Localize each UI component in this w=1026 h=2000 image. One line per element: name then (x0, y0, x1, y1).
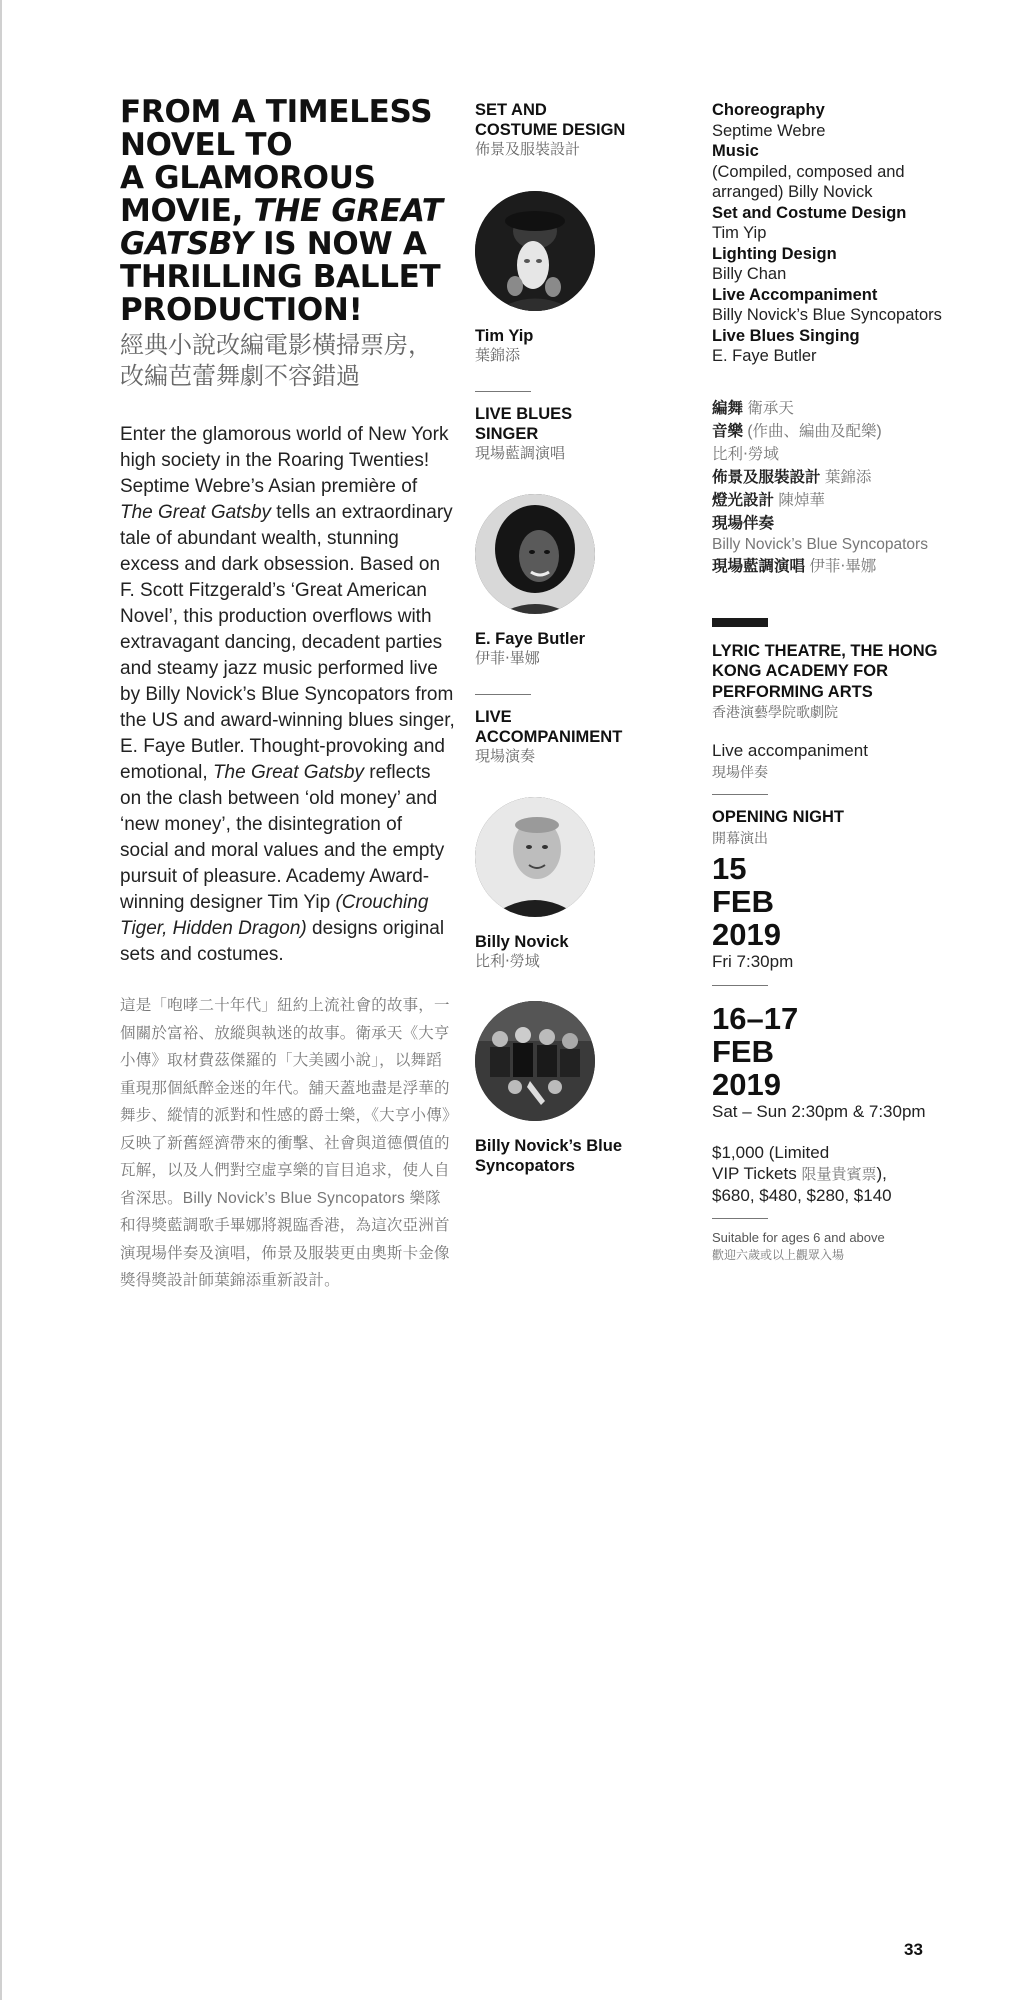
date-time: Fri 7:30pm (712, 951, 794, 971)
venue-name-zh: 香港演藝學院歌劇院 (712, 704, 838, 720)
age-note-zh: 歡迎六歲或以上觀眾入場 (712, 1247, 845, 1262)
tim-yip-photo (475, 191, 595, 311)
divider (475, 694, 531, 695)
headline-chinese (120, 330, 455, 392)
headline-zh-line: 改編芭蕾舞劇不容錯過 (120, 363, 360, 390)
billy-novick-name-zh: 比利‧勞域 (475, 953, 540, 970)
credit-name: Tim Yip (712, 224, 767, 242)
section-title-line: SET AND (475, 101, 547, 119)
headline-line: IS NOW A (252, 226, 427, 262)
date-day: 16–17 (712, 1000, 799, 1036)
section-title-set-design-zh: 佈景及服裝設計 (475, 141, 581, 158)
credit-zh-name: Billy Novick’s Blue Syncopators (712, 535, 928, 553)
credit-name: Billy Novick’s Blue Syncopators (712, 306, 942, 324)
credit-name: (Compiled, composed and arranged) Billy Novick (712, 162, 905, 201)
intro-italic: The Great Gatsby (120, 502, 272, 523)
price-text: ), (876, 1163, 887, 1183)
billy-novick-photo (475, 797, 595, 917)
intro-text: tells an extraordinary tale of abundant wealth, stunning excess and dark obsession. Based on F. Scott Fitzgerald’s ‘Great American Novel’, this production overflows with extravagant dancing, decadent parties and steamy jazz music performed live by Billy Novick’s Blue Syncopators from the US and award-winning blues singer, E. Faye Butler. Thought-provoking and emotional, (120, 502, 455, 783)
billy-novick-name: Billy Novick (475, 933, 569, 951)
credit-zh-role: 燈光設計 (712, 491, 775, 509)
price-text-zh: 限量貴賓票 (801, 1165, 877, 1183)
band-photo (475, 1001, 595, 1121)
headline-line: FROM A TIMELESS (120, 94, 433, 130)
page-number: 33 (904, 1940, 923, 1959)
credit-role: Music (712, 142, 759, 160)
date-year: 2019 (712, 1066, 781, 1102)
section-bar (712, 618, 768, 627)
credit-zh-name: 葉錦添 (820, 468, 872, 486)
headline (120, 96, 455, 327)
price-line: $1,000 (Limited (712, 1142, 830, 1162)
tim-yip-name: Tim Yip (475, 327, 534, 345)
page-edge (0, 0, 2, 2000)
opening-night-label-zh: 開幕演出 (712, 829, 768, 846)
credit-zh-role: 佈景及服裝設計 (712, 468, 821, 486)
credits-list-chinese (712, 397, 942, 578)
credit-zh-role: 音樂 (712, 422, 744, 440)
credit-zh-name: 陳焯華 (774, 491, 825, 509)
info-column (712, 100, 942, 1264)
credit-name: Septime Webre (712, 121, 826, 140)
date-month: FEB (712, 883, 774, 919)
price-line (712, 1163, 942, 1185)
band-name-line: Syncopators (475, 1157, 575, 1175)
headline-line: PRODUCTION! (120, 292, 363, 328)
credit-zh-name: 比利‧勞域 (712, 445, 779, 463)
headline-zh-line: 經典小說改編電影橫掃票房， (120, 332, 432, 359)
age-note: Suitable for ages 6 and above (712, 1229, 885, 1245)
band-name (475, 1136, 655, 1176)
e-faye-butler-photo (475, 494, 595, 614)
credit-role: Lighting Design (712, 244, 837, 263)
date-block-weekend (712, 1002, 942, 1123)
headline-line: NOVEL TO (120, 127, 293, 163)
live-accompaniment-note: Live accompaniment (712, 741, 868, 760)
headline-line: MOVIE, (120, 193, 254, 229)
divider (475, 391, 531, 392)
venue-name: LYRIC THEATRE, THE HONG KONG ACADEMY FOR PERFORMING ARTS (712, 641, 938, 701)
intro-paragraph (120, 422, 455, 968)
e-faye-butler-name: E. Faye Butler (475, 630, 586, 648)
section-title-line: ACCOMPANIMENT (475, 728, 623, 746)
intro-italic: The Great Gatsby (212, 762, 364, 783)
e-faye-butler-name-zh: 伊菲‧畢娜 (475, 650, 540, 667)
credit-zh-role: 現場伴奏 (712, 514, 775, 532)
divider (712, 1218, 768, 1219)
opening-night-label: OPENING NIGHT (712, 808, 845, 826)
credit-role: Live Blues Singing (712, 326, 860, 345)
live-accompaniment-note-zh: 現場伴奏 (712, 764, 768, 780)
credit-zh-line (712, 555, 942, 578)
intro-text: designs original sets and costumes. (120, 918, 445, 965)
section-title-singer (475, 404, 655, 444)
credits-list (712, 100, 942, 367)
divider (712, 985, 768, 986)
date-block-opening (712, 852, 942, 973)
tim-yip-name-zh: 葉錦添 (475, 347, 521, 364)
price-text: VIP Tickets (712, 1163, 802, 1183)
date-day: 15 (712, 850, 747, 886)
main-article (120, 96, 455, 1295)
credit-zh-line (712, 420, 942, 443)
section-title-line: SINGER (475, 425, 539, 443)
credit-zh-name: 衛承天 (743, 399, 794, 417)
section-title-accompaniment-zh: 現場演奏 (475, 748, 536, 765)
headline-line: THRILLING BALLET (120, 259, 441, 295)
headline-title-italic: GATSBY (120, 226, 253, 262)
intro-text: Enter the glamorous world of New York high society in the Roaring Twenties! Septime Webre’s Asian première of (120, 424, 449, 497)
credit-zh-line (712, 466, 942, 489)
credit-name: E. Faye Butler (712, 347, 817, 365)
band-name-line: Billy Novick’s Blue (475, 1137, 623, 1155)
section-title-line: LIVE BLUES (475, 405, 573, 423)
intro-text: reflects on the clash between ‘old money’ and ‘new money’, the disintegration of social and moral values and the empty pursuit of pleasure. Academy Award-winning designer Tim Yip (120, 762, 445, 913)
price-line: $680, $480, $280, $140 (712, 1185, 892, 1205)
section-title-singer-zh: 現場藍調演唱 (475, 445, 566, 462)
headline-title-italic: THE GREAT (253, 193, 443, 229)
credit-zh-role: 現場藍調演唱 (712, 557, 806, 575)
headline-line: A GLAMOROUS (120, 160, 376, 196)
credit-zh-name: (作曲、編曲及配樂) (743, 422, 882, 440)
section-title-line: LIVE (475, 708, 512, 726)
ticket-prices (712, 1142, 942, 1206)
section-title-set-design (475, 100, 655, 140)
intro-paragraph-chinese: 這是「咆哮二十年代」紐約上流社會的故事，一個關於富裕、放縱與執迷的故事。衛承天《大亨小傳》取材費茲傑羅的「大美國小說」，以舞蹈重現那個紙醉金迷的年代。舖天蓋地盡是浮華的舞步、縱情的派對和性感的爵士樂，《大亨小傳》反映了新舊經濟帶來的衝擊、社會與道德價值的瓦解，以及人們對空虛享樂的盲目追求，使人自省深思。Billy Novick’s Blue Syncopators 樂隊和得獎藍調歌手畢娜將親臨香港，為這次亞洲首演現場伴奏及演唱，佈景及服裝更由奧斯卡金像獎得獎設計師葉錦添重新設計。 (120, 997, 450, 1289)
date-month: FEB (712, 1033, 774, 1069)
credit-zh-line (712, 397, 942, 420)
credit-zh-name: 伊菲‧畢娜 (805, 557, 877, 575)
date-year: 2019 (712, 916, 781, 952)
credit-role: Live Accompaniment (712, 285, 878, 304)
divider (712, 794, 768, 795)
intro-italic: (Crouching Tiger, Hidden Dragon) (120, 892, 429, 939)
section-title-accompaniment (475, 707, 655, 747)
credit-zh-line (712, 489, 942, 512)
credit-role: Choreography (712, 101, 825, 119)
credit-zh-role: 編舞 (712, 399, 744, 417)
credit-role: Set and Costume Design (712, 203, 907, 222)
credit-name: Billy Chan (712, 265, 787, 283)
section-title-line: COSTUME DESIGN (475, 121, 626, 139)
date-time: Sat – Sun 2:30pm & 7:30pm (712, 1101, 926, 1121)
profiles-column (475, 100, 655, 1176)
